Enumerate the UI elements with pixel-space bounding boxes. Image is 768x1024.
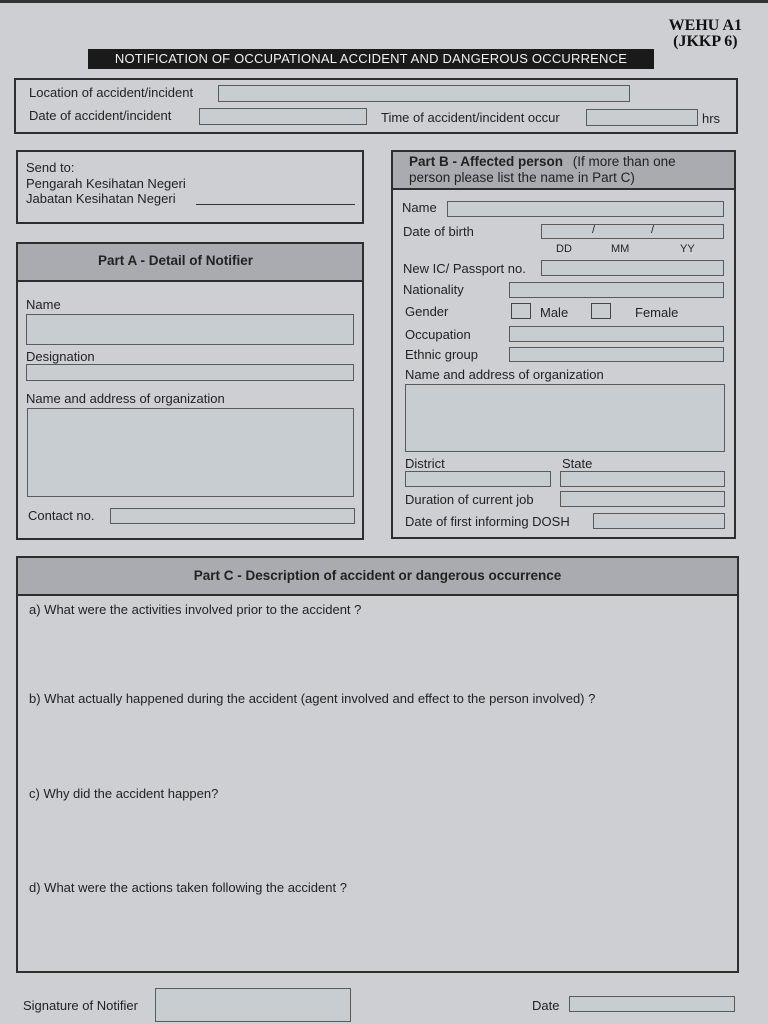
duration-field[interactable]	[560, 491, 725, 507]
dob-mm: MM	[611, 243, 630, 255]
male-label: Male	[540, 305, 569, 320]
hrs-unit: hrs	[702, 111, 721, 126]
designation-field[interactable]	[26, 364, 354, 381]
form-title: NOTIFICATION OF OCCUPATIONAL ACCIDENT AND DANGEROUS OCCURRENCE	[88, 49, 654, 69]
dob-yy: YY	[680, 243, 695, 255]
affected-org-label: Name and address of organization	[405, 367, 604, 382]
send-to-label: Send to:	[26, 160, 75, 175]
affected-name-label: Name	[402, 200, 437, 215]
incident-time-label: Time of accident/incident occur	[381, 110, 560, 125]
notifier-name-label: Name	[26, 297, 61, 312]
notifier-org-label: Name and address of organization	[26, 391, 225, 406]
question-c: c) Why did the accident happen?	[29, 786, 219, 801]
notifier-org-field[interactable]	[27, 408, 354, 497]
state-label: State	[562, 456, 593, 471]
ic-label: New IC/ Passport no.	[403, 261, 526, 276]
answer-c-area[interactable]	[28, 805, 728, 875]
part-b-note2: person please list the name in Part C)	[409, 170, 635, 185]
dosh-label: Date of first informing DOSH	[405, 514, 570, 529]
male-checkbox[interactable]	[511, 303, 531, 319]
ethnic-label: Ethnic group	[405, 347, 478, 362]
incident-date-label: Date of accident/incident	[29, 108, 172, 123]
part-b-header	[393, 152, 734, 190]
nationality-field[interactable]	[509, 282, 724, 298]
signature-field[interactable]	[155, 988, 351, 1022]
dob-sep-1: /	[592, 224, 596, 236]
answer-a-area[interactable]	[28, 620, 728, 684]
female-label: Female	[635, 305, 679, 320]
signature-label: Signature of Notifier	[23, 998, 138, 1013]
form-code	[669, 18, 742, 50]
send-to-fill-line[interactable]	[196, 204, 355, 205]
part-b-note: (If more than one	[572, 154, 676, 169]
district-field[interactable]	[405, 471, 551, 487]
part-a-title: Part A - Detail of Notifier	[98, 253, 254, 268]
district-label: District	[405, 456, 445, 471]
nationality-label: Nationality	[403, 282, 464, 297]
top-edge-line	[0, 0, 768, 3]
footer-date-field[interactable]	[569, 996, 735, 1012]
ic-field[interactable]	[541, 260, 724, 276]
incident-date-field[interactable]	[199, 108, 367, 125]
occupation-label: Occupation	[405, 327, 471, 342]
part-c-header	[18, 558, 737, 596]
question-b: b) What actually happened during the accident (agent involved and effect to the person involved) ?	[29, 691, 596, 706]
form-code-line1: WEHU A1	[668, 17, 742, 34]
dob-label: Date of birth	[403, 224, 474, 239]
designation-label: Designation	[26, 349, 95, 364]
state-field[interactable]	[560, 471, 725, 487]
occupation-field[interactable]	[509, 326, 724, 342]
dosh-field[interactable]	[593, 513, 725, 529]
location-field[interactable]	[218, 85, 630, 102]
part-a-header	[18, 244, 362, 282]
dob-sep-2: /	[651, 224, 655, 236]
answer-b-area[interactable]	[28, 710, 728, 780]
question-d: d) What were the actions taken following the accident ?	[29, 880, 347, 895]
duration-label: Duration of current job	[405, 492, 534, 507]
part-c-title: Part C - Description of accident or dangerous occurrence	[193, 568, 562, 583]
footer-date-label: Date	[532, 998, 560, 1013]
send-to-line1: Pengarah Kesihatan Negeri	[26, 176, 186, 191]
affected-name-field[interactable]	[447, 201, 724, 217]
send-to-line2: Jabatan Kesihatan Negeri	[26, 191, 176, 206]
incident-time-field[interactable]	[586, 109, 698, 126]
notifier-name-field[interactable]	[26, 314, 354, 345]
dob-dd: DD	[556, 243, 572, 255]
ethnic-field[interactable]	[509, 347, 724, 362]
dob-field[interactable]	[541, 224, 724, 239]
answer-d-area[interactable]	[28, 899, 728, 965]
form-code-line2: (JKKP 6)	[673, 33, 738, 50]
part-b-title: Part B - Affected person	[409, 154, 564, 169]
female-checkbox[interactable]	[591, 303, 611, 319]
question-a: a) What were the activities involved prior to the accident ?	[29, 602, 362, 617]
affected-org-field[interactable]	[405, 384, 725, 452]
contact-label: Contact no.	[28, 508, 95, 523]
gender-label: Gender	[405, 304, 449, 319]
contact-field[interactable]	[110, 508, 355, 524]
location-label: Location of accident/incident	[29, 85, 194, 100]
